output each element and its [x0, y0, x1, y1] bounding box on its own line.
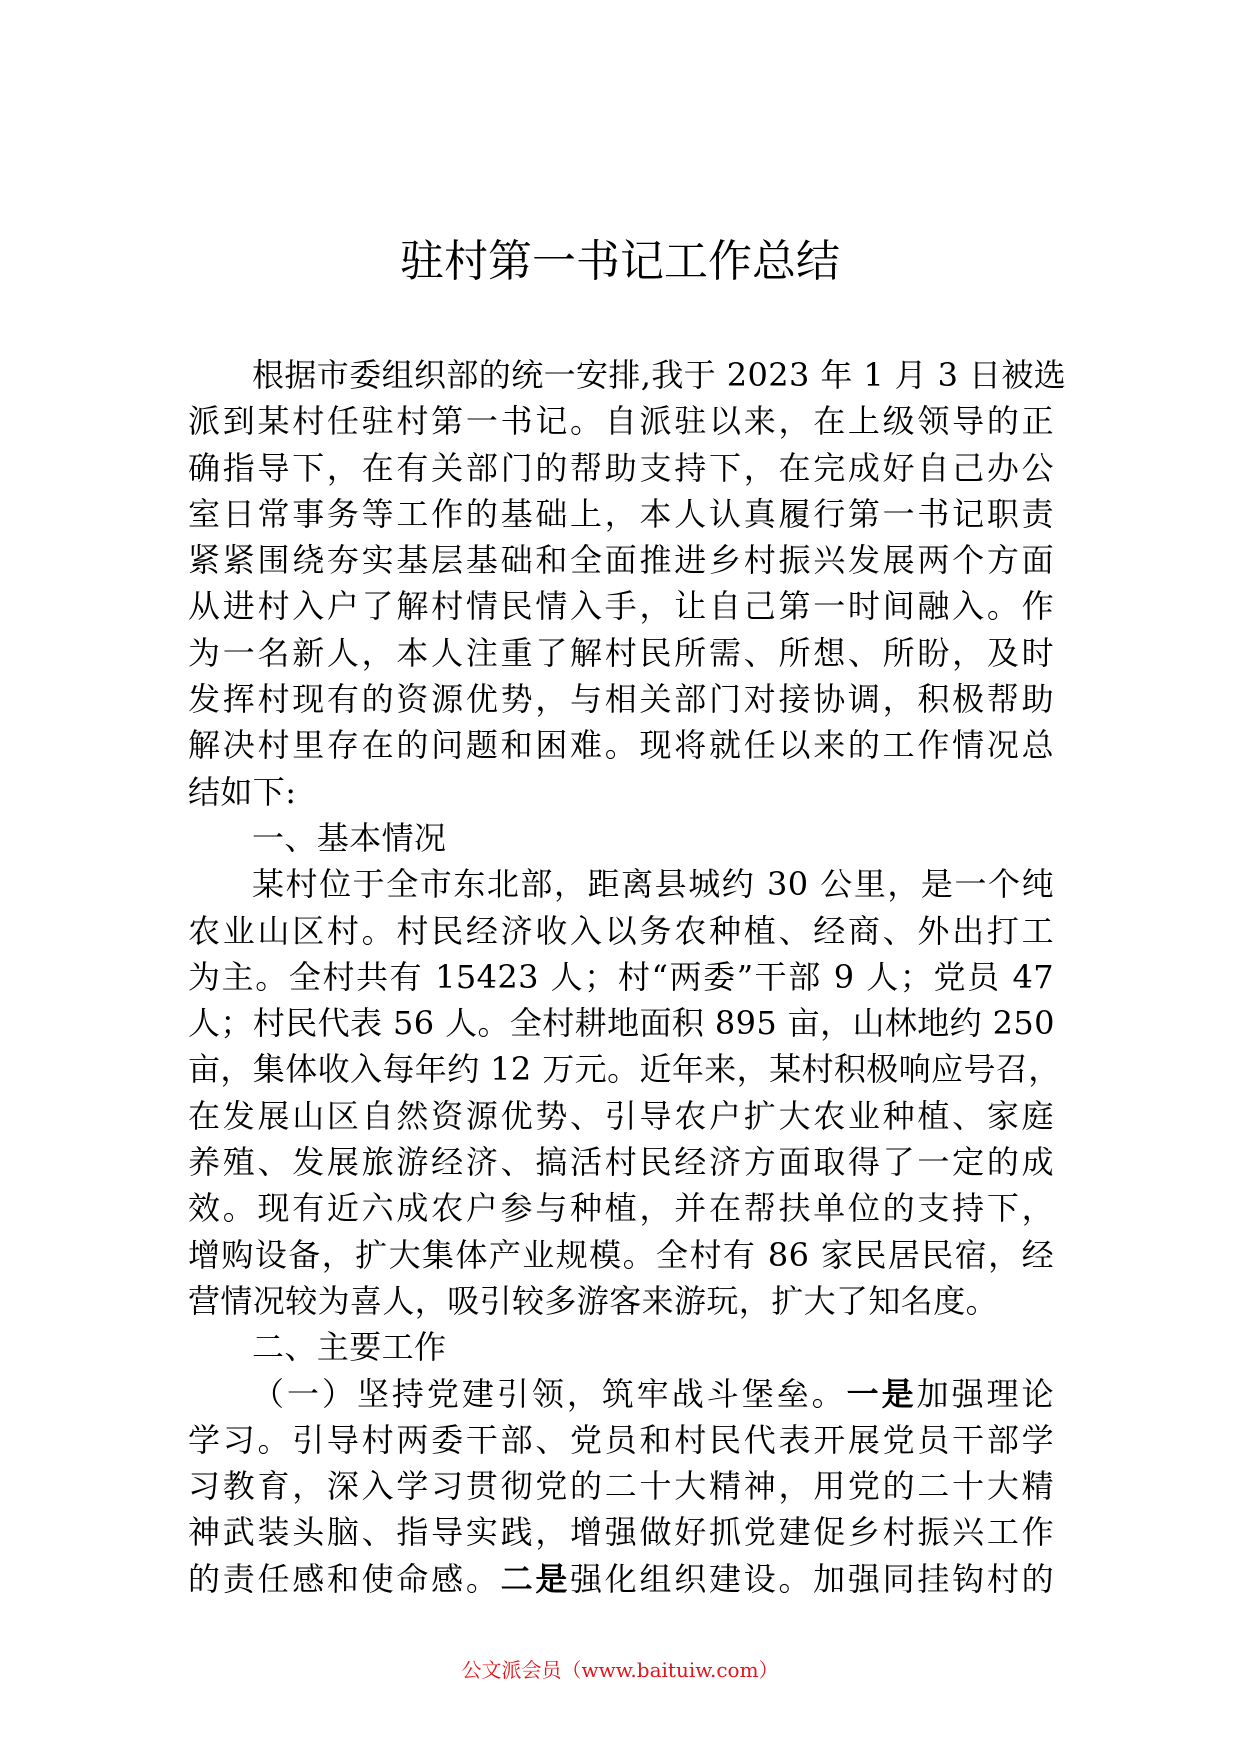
text-line: 为一名新人，本人注重了解村民所需、所想、所盼，及时 [188, 633, 1054, 672]
text-segment: （一）坚持党建引领，筑牢战斗堡垒。 [252, 1374, 847, 1413]
text-line: 农业山区村。村民经济收入以务农种植、经商、外出打工 [188, 911, 1054, 950]
document-title: 驻村第一书记工作总结 [400, 236, 840, 287]
emphasis-text: 二是 [500, 1559, 571, 1598]
text-line: 室日常事务等工作的基础上，本人认真履行第一书记职责 [188, 494, 1054, 533]
text-line: 习教育，深入学习贯彻党的二十大精神，用党的二十大精 [188, 1467, 1054, 1506]
text-line [188, 1556, 1054, 1602]
footer-watermark: 公文派会员（www.baituiw.com） [461, 1658, 779, 1682]
text-line: 营情况较为喜人，吸引较多游客来游玩，扩大了知名度。 [188, 1281, 999, 1320]
emphasis-text: 一是 [846, 1374, 917, 1413]
text-segment: 强化组织建设。加强同挂钩村的 [570, 1559, 1054, 1598]
text-line: 增购设备，扩大集体产业规模。全村有 86 家民居民宿，经 [188, 1235, 1054, 1274]
text-line: 解决村里存在的问题和困难。现将就任以来的工作情况总 [188, 726, 1054, 765]
text-segment: 的责任感和使命感。 [188, 1559, 501, 1598]
text-line: 某村位于全市东北部，距离县城约 30 公里，是一个纯 [252, 865, 1054, 904]
text-line: 亩，集体收入每年约 12 万元。近年来，某村积极响应号召， [188, 1050, 1061, 1089]
text-line: 发挥村现有的资源优势，与相关部门对接协调，积极帮助 [188, 680, 1054, 719]
text-segment: 加强理论 [916, 1374, 1054, 1413]
text-line: 一、基本情况 [252, 818, 447, 857]
text-line: 结如下: [188, 772, 297, 811]
text-line: 二、主要工作 [252, 1328, 447, 1367]
text-line: 养殖、发展旅游经济、搞活村民经济方面取得了一定的成 [188, 1143, 1054, 1182]
text-line: 根据市委组织部的统一安排,我于 2023 年 1 月 3 日被选 [252, 356, 1067, 394]
text-line: 效。现有近六成农户参与种植，并在帮扶单位的支持下， [188, 1189, 1054, 1228]
text-line: 从进村入户了解村情民情入手，让自己第一时间融入。作 [188, 587, 1054, 626]
text-line: 学习。引导村两委干部、党员和村民代表开展党员干部学 [188, 1420, 1054, 1459]
text-line: 人；村民代表 56 人。全村耕地面积 895 亩，山林地约 250 [188, 1004, 1055, 1043]
text-line: 神武装头脑、指导实践，增强做好抓党建促乡村振兴工作 [188, 1513, 1054, 1552]
text-line: 在发展山区自然资源优势、引导农户扩大农业种植、家庭 [188, 1096, 1054, 1135]
document-body [188, 352, 1067, 1602]
text-line [188, 1371, 1054, 1417]
text-line: 紧紧围绕夯实基层基础和全面推进乡村振兴发展两个方面 [188, 541, 1054, 580]
text-line: 派到某村任驻村第一书记。自派驻以来，在上级领导的正 [188, 402, 1054, 441]
text-line: 为主。全村共有 15423 人；村“两委”干部 9 人；党员 47 [188, 957, 1054, 996]
text-line: 确指导下，在有关部门的帮助支持下，在完成好自己办公 [188, 448, 1054, 487]
